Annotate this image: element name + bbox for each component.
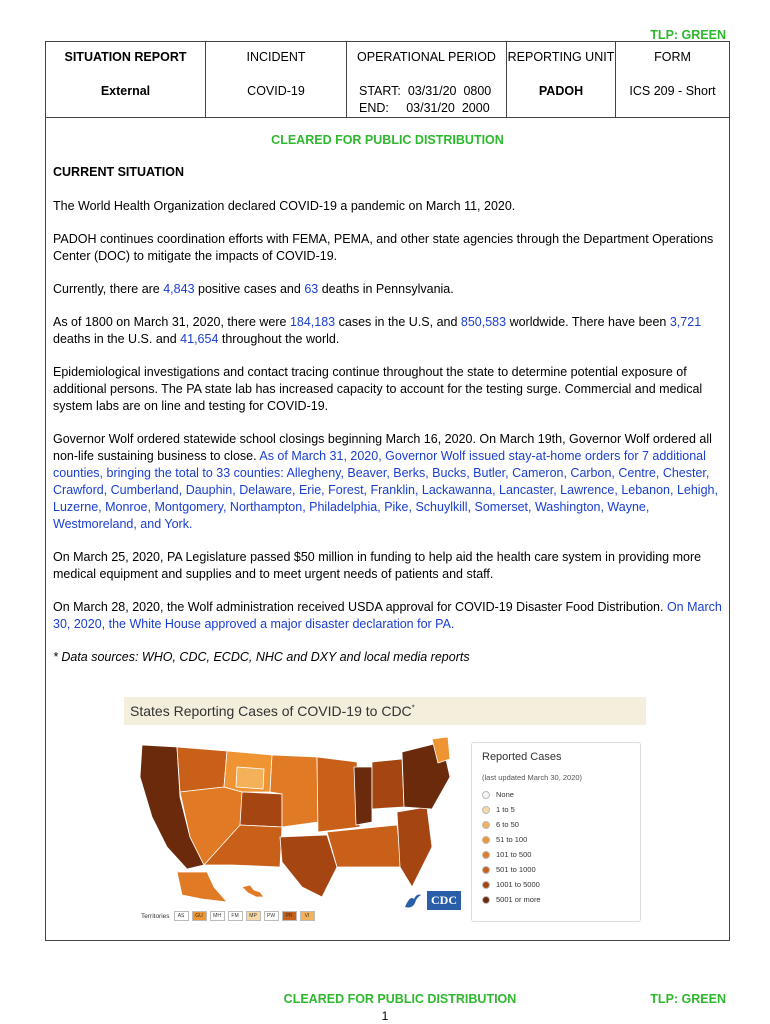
text-span: As of 1800 on March 31, 2020, there were [53, 315, 290, 329]
us-deaths-value: 3,721 [669, 315, 702, 329]
legend-item [482, 820, 630, 829]
legend-swatch [482, 836, 490, 844]
disaster-declaration: On March 30, 2020, the White House approved a major disaster declaration for PA. [53, 600, 722, 631]
map-region-great-lakes [372, 759, 404, 809]
legend-label: 101 to 500 [496, 850, 532, 859]
cdc-logo [402, 889, 461, 911]
world-cases-value: 850,583 [460, 315, 507, 329]
report-body [53, 164, 723, 682]
map-region-southeast [397, 807, 432, 887]
incident-label: INCIDENT [246, 50, 306, 64]
text-span: throughout the world. [218, 332, 340, 346]
map-legend [471, 742, 641, 922]
form-value: ICS 209 - Short [629, 84, 716, 98]
situation-report-label: SITUATION REPORT [64, 50, 187, 64]
form-label: FORM [654, 50, 691, 64]
operational-period-value [347, 83, 506, 117]
legend-swatch [482, 791, 490, 799]
territories-row [141, 911, 318, 921]
legend-swatch [482, 866, 490, 874]
text-span: On March 28, 2020, the Wolf administration received USDA approval for COVID-19 Disaster Food Distribution. [53, 600, 667, 614]
map-region-alaska [177, 872, 227, 902]
legend-swatch [482, 806, 490, 814]
legend-item [482, 895, 630, 904]
tlp-label-top: TLP: GREEN [650, 28, 726, 42]
map-title-mark: * [411, 703, 415, 713]
map-title-text: States Reporting Cases of COVID-19 to CDC [130, 703, 412, 719]
territory-vi: VI [300, 911, 315, 921]
text-span: Governor Wolf ordered statewide school closings beginning March 16, 2020. On March 19th, Governor Wolf ordered all non-life sustaining business to close. [53, 432, 712, 463]
incident-value: COVID-19 [247, 84, 305, 98]
report-header-table [46, 42, 729, 118]
cdc-logo-text: CDC [427, 891, 461, 910]
reporting-unit-label: REPORTING UNIT [507, 50, 615, 64]
hhs-eagle-icon [402, 889, 424, 911]
legend-swatch [482, 851, 490, 859]
us-map-image [132, 737, 452, 907]
map-region-midwest [317, 757, 360, 832]
legend-label: 501 to 1000 [496, 865, 536, 874]
text-span: cases in the U.S, and [335, 315, 461, 329]
paragraph-epidemiology: Epidemiological investigations and contact tracing continue throughout the state to determine potential exposure of additional persons. The PA state lab has increased capacity to account for the testing surge. Commercial and medical system labs are on line and testing for COVID-19. [53, 365, 703, 413]
cleared-banner-bottom: CLEARED FOR PUBLIC DISTRIBUTION [283, 992, 517, 1006]
legend-item [482, 850, 630, 859]
legend-label: 6 to 50 [496, 820, 519, 829]
legend-swatch [482, 881, 490, 889]
stay-at-home-counties: As of March 31, 2020, Governor Wolf issued stay-at-home orders for 7 additional counties, bringing the total to 33 counties: Allegheny, Beaver, Berks, Bucks, Butler, Cameron, Carbon, Centre, Chester, Crawford, Cumberland, Dauphin, Delaware, Erie, Forest, Franklin, Lackawanna, Lancaster, Lawrence, Lebanon, Lehigh, Luzerne, Monroe, Montgomery, Northampton, Philadelphia, Pike, Schuylkill, Somerset, Washington, Wayne, Westmoreland, and York. [53, 449, 718, 531]
pa-cases-value: 4,843 [163, 282, 195, 296]
legend-updated: (last updated March 30, 2020) [482, 773, 583, 782]
period-end: END: 03/31/20 2000 [359, 101, 490, 115]
data-sources-note: * Data sources: WHO, CDC, ECDC, NHC and DXY and local media reports [53, 650, 470, 664]
territory-fm: FM [228, 911, 243, 921]
legend-item [482, 880, 630, 889]
paragraph-governor-orders [53, 431, 723, 533]
territory-mp: MP [246, 911, 261, 921]
cleared-banner-top: CLEARED FOR PUBLIC DISTRIBUTION [271, 133, 504, 147]
map-region-illinois [354, 767, 372, 825]
legend-item [482, 790, 630, 799]
map-region-colorado [240, 792, 282, 827]
reporting-unit-cell [507, 42, 616, 117]
legend-swatch [482, 896, 490, 904]
report-frame [45, 41, 730, 941]
reporting-unit-value: PADOH [538, 84, 584, 98]
operational-period-label: OPERATIONAL PERIOD [357, 50, 496, 64]
text-span: positive cases and [194, 282, 305, 296]
territory-gu: GU [192, 911, 207, 921]
paragraph-pa-cases [53, 281, 723, 298]
legend-label: 1001 to 5000 [496, 880, 540, 889]
map-title [124, 697, 646, 725]
paragraph-coordination: PADOH continues coordination efforts with FEMA, PEMA, and other state agencies through the Department Operations Center (DOC) to mitigate the impacts of COVID-19. [53, 232, 714, 263]
territory-mh: MH [210, 911, 225, 921]
legend-label: 1 to 5 [496, 805, 515, 814]
territory-pr: PR [282, 911, 297, 921]
incident-cell [206, 42, 347, 117]
situation-report-cell [46, 42, 206, 117]
map-region-northwest [177, 747, 227, 792]
map-region-hawaii [242, 885, 264, 897]
period-start: START: 03/31/20 0800 [359, 84, 492, 98]
legend-swatch [482, 821, 490, 829]
us-cases-value: 184,183 [289, 315, 336, 329]
legend-label: 51 to 100 [496, 835, 528, 844]
legend-title: Reported Cases [482, 751, 562, 763]
territory-pw: PW [264, 911, 279, 921]
territories-list [174, 911, 318, 921]
legend-item [482, 865, 630, 874]
text-span: worldwide. There have been [506, 315, 670, 329]
map-region-texas [280, 835, 337, 897]
paragraph-who: The World Health Organization declared COVID-19 a pandemic on March 11, 2020. [53, 199, 516, 213]
form-cell [616, 42, 729, 117]
text-span: deaths in the U.S. and [53, 332, 181, 346]
current-situation-heading: CURRENT SITUATION [53, 165, 185, 179]
cdc-cases-map [124, 697, 646, 942]
territory-as: AS [174, 911, 189, 921]
tlp-label-bottom: TLP: GREEN [650, 992, 726, 1006]
legend-items [482, 790, 630, 904]
legend-label: None [496, 790, 514, 799]
map-region-south [327, 825, 402, 867]
paragraph-us-world [53, 314, 723, 348]
page-number: 1 [381, 1009, 389, 1023]
legend-label: 5001 or more [496, 895, 541, 904]
map-region-wy-light [236, 767, 264, 789]
operational-period-cell [347, 42, 507, 117]
paragraph-legislature: On March 25, 2020, PA Legislature passed $50 million in funding to help aid the health care system in providing more medical equipment and supplies and to meet urgent needs of patients and staff. [53, 550, 702, 581]
world-deaths-value: 41,654 [180, 332, 219, 346]
paragraph-usda [53, 599, 723, 633]
territories-label: Territories [141, 912, 170, 920]
legend-item [482, 835, 630, 844]
text-span: Currently, there are [53, 282, 164, 296]
pa-deaths-value: 63 [304, 282, 319, 296]
legend-item [482, 805, 630, 814]
text-span: deaths in Pennsylvania. [318, 282, 454, 296]
situation-report-value: External [100, 84, 151, 98]
